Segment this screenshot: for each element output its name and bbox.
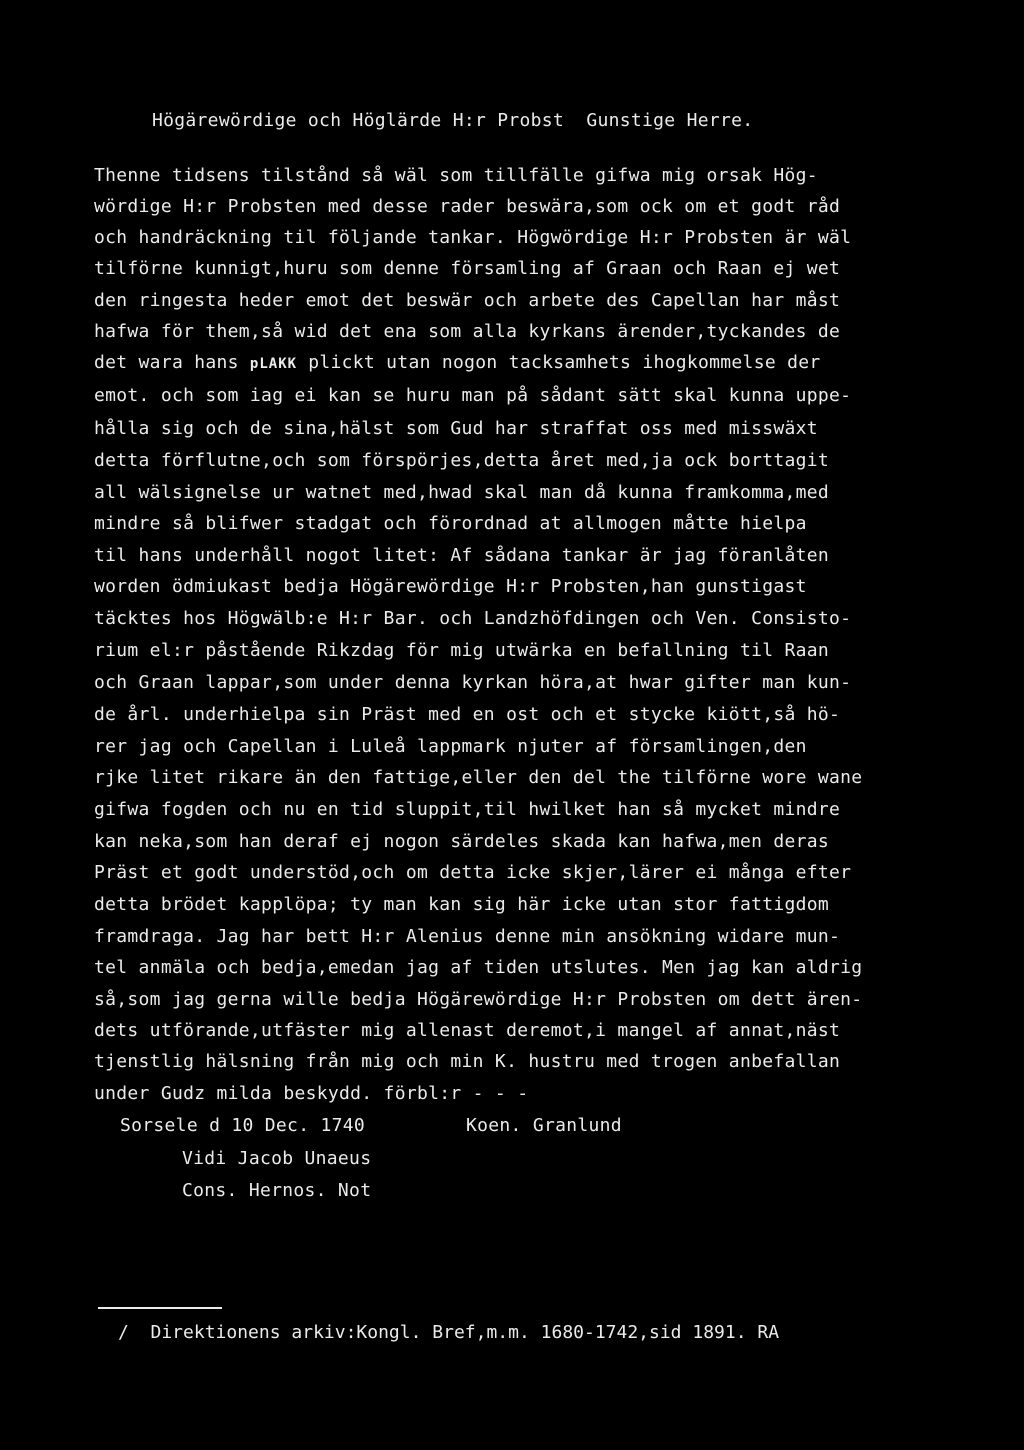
body-line-with-strike <box>94 352 821 375</box>
place-date: Sorsele d 10 Dec. 1740 <box>120 1115 366 1136</box>
footnote: / Direktionens arkiv:Kongl. Bref,m.m. 1680-1742,sid 1891. RA <box>118 1322 780 1343</box>
body-line: til hans underhåll nogot litet: Af sådana tankar är jag föranlåten <box>94 545 830 566</box>
body-line: wördige H:r Probsten med desse rader beswära,som ock om et godt råd <box>94 196 841 217</box>
body-line: framdraga. Jag har bett H:r Alenius denne min ansökning widare mun- <box>94 926 841 947</box>
body-line: worden ödmiukast bedja Högärewördige H:r Probsten,han gunstigast <box>94 576 807 597</box>
body-line: emot. och som iag ei kan se huru man på sådant sätt skal kunna uppe- <box>94 385 852 406</box>
body-line: tjenstlig hälsning från mig och min K. hustru med trogen anbefallan <box>94 1051 841 1072</box>
body-line: all wälsignelse ur watnet med,hwad skal man då kunna framkomma,med <box>94 482 830 503</box>
line-suffix: plickt utan nogon tacksamhets ihogkommelse der <box>297 352 821 373</box>
body-line: rer jag och Capellan i Luleå lappmark njuter af församlingen,den <box>94 736 807 757</box>
body-line: Thenne tidsens tilstånd så wäl som tillfälle gifwa mig orsak Hög- <box>94 165 818 186</box>
body-line: detta brödet kapplöpa; ty man kan sig här icke utan stor fattigdom <box>94 894 830 915</box>
body-line: och Graan lappar,som under denna kyrkan höra,at hwar gifter man kun- <box>94 672 852 693</box>
body-line: detta förflutne,och som förspörjes,detta året med,ja ock borttagit <box>94 450 830 471</box>
body-line: dets utförande,utfäster mig allenast deremot,i mangel af annat,näst <box>94 1020 841 1041</box>
body-line: rium el:r påstående Rikzdag för mig utwärka en befallning til Raan <box>94 640 830 661</box>
body-line: tel anmäla och bedja,emedan jag af tiden utslutes. Men jag kan aldrig <box>94 957 863 978</box>
body-line: under Gudz milda beskydd. förbl:r - - - <box>94 1083 529 1104</box>
body-line: och handräckning til följande tankar. Högwördige H:r Probsten är wäl <box>94 227 852 248</box>
body-line: kan neka,som han deraf ej nogon särdeles skada kan hafwa,men deras <box>94 831 830 852</box>
body-line: täcktes hos Högwälb:e H:r Bar. och Landzhöfdingen och Ven. Consisto- <box>94 608 852 629</box>
line-prefix: det wara hans <box>94 352 250 373</box>
author-signature: Koen. Granlund <box>466 1115 622 1136</box>
body-line: hafwa för them,så wid det ena som alla kyrkans ärender,tyckandes de <box>94 321 841 342</box>
body-line: så,som jag gerna wille bedja Högärewördige H:r Probsten om dett ären- <box>94 989 863 1010</box>
body-line: de årl. underhielpa sin Präst med en ost och et stycke kiött,så hö- <box>94 704 841 725</box>
body-line: tilförne kunnigt,huru som denne församling af Graan och Raan ej wet <box>94 258 841 279</box>
footnote-divider <box>98 1307 222 1309</box>
body-line: rjke litet rikare än den fattige,eller den del the tilförne wore wane <box>94 767 863 788</box>
body-line: den ringesta heder emot det beswär och arbete des Capellan har måst <box>94 290 841 311</box>
body-line: Präst et godt understöd,och om detta icke skjer,lärer ei många efter <box>94 862 852 883</box>
salutation: Högärewördige och Höglärde H:r Probst Gunstige Herre. <box>152 110 754 131</box>
body-line: mindre så blifwer stadgat och förordnad at allmogen måtte hielpa <box>94 513 807 534</box>
body-line: hålla sig och de sina,hälst som Gud har straffat oss med misswäxt <box>94 418 818 439</box>
vidi-line: Vidi Jacob Unaeus <box>182 1148 372 1169</box>
body-line: gifwa fogden och nu en tid sluppit,til hwilket han så mycket mindre <box>94 799 841 820</box>
struck-word: pLAKK <box>249 356 298 372</box>
consistory-note: Cons. Hernos. Not <box>182 1180 372 1201</box>
